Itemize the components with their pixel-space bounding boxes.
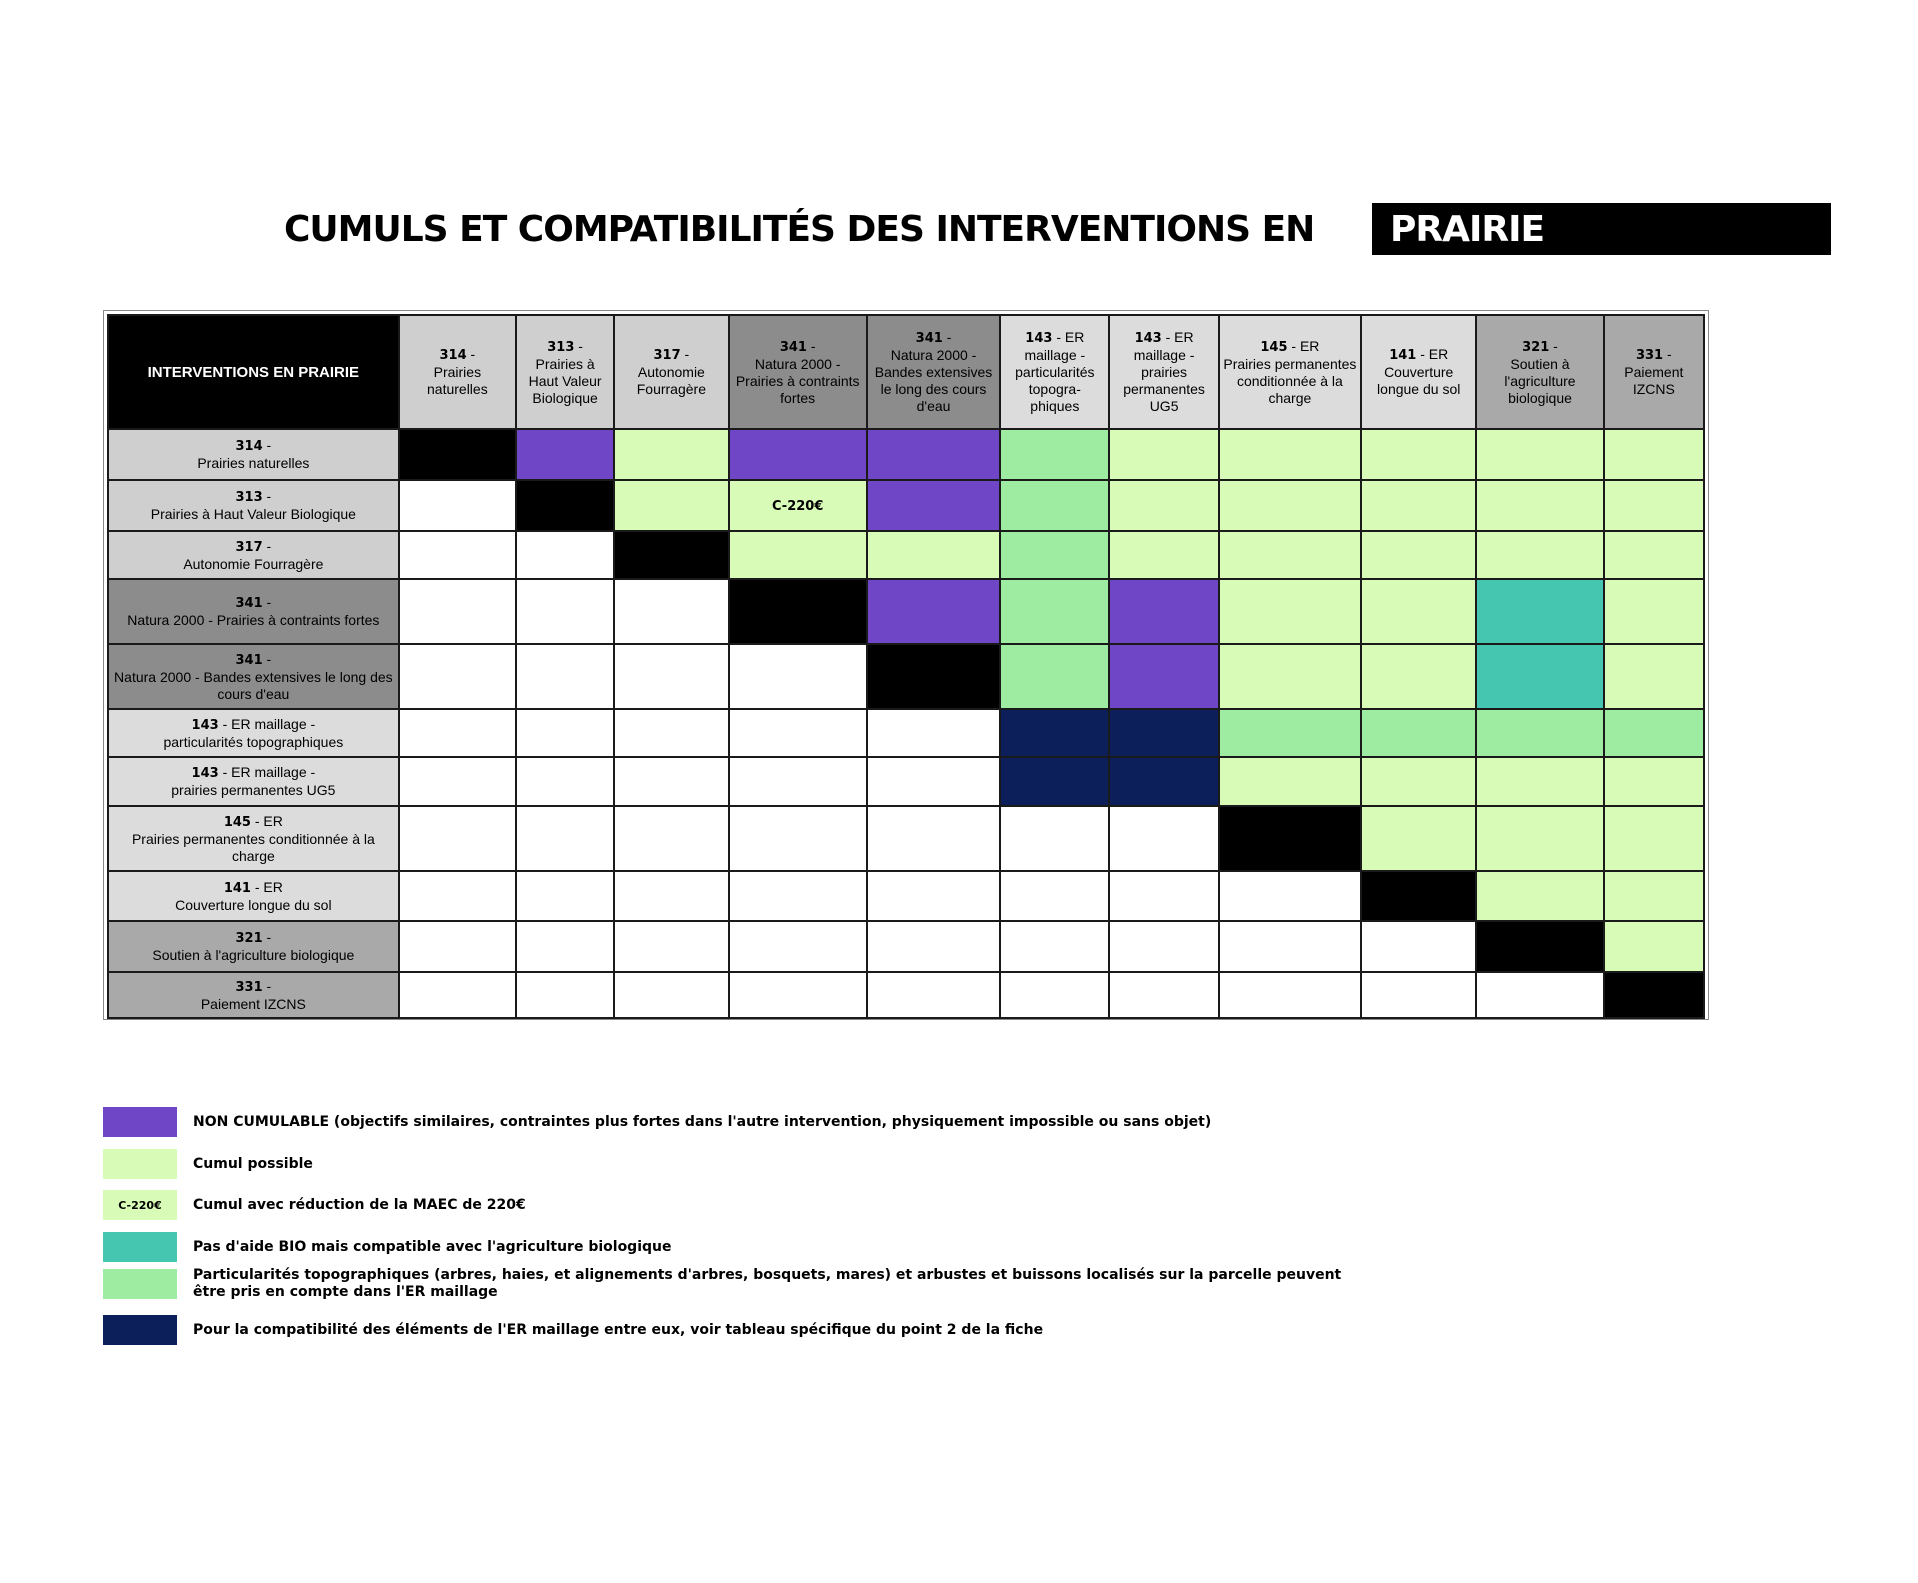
compatibility-cell (867, 757, 1000, 806)
compatibility-cell (1604, 644, 1704, 709)
compatibility-cell (1000, 709, 1109, 757)
compatibility-cell (867, 579, 1000, 644)
compatibility-cell (867, 429, 1000, 480)
row-separator: - ER (250, 812, 283, 829)
compatibility-cell (729, 579, 867, 644)
compatibility-cell (516, 921, 614, 972)
compatibility-cell (729, 644, 867, 709)
row-header (108, 429, 399, 480)
compatibility-cell (1476, 709, 1603, 757)
legend-item (103, 1107, 1403, 1137)
column-separator: - ER (1287, 337, 1320, 354)
column-header (729, 315, 867, 429)
column-header (867, 315, 1000, 429)
column-separator: - (942, 329, 952, 345)
column-label: Soutien à l'agriculture biologique (1504, 355, 1576, 406)
legend-swatch (103, 1315, 177, 1345)
row-label: prairies permanentes UG5 (171, 782, 336, 798)
compatibility-cell (1109, 579, 1218, 644)
compatibility-cell (1604, 579, 1704, 644)
table-row (108, 871, 1704, 921)
compatibility-cell (1361, 757, 1476, 806)
compatibility-cell (1604, 972, 1704, 1018)
column-label: Natura 2000 - Prairies à contraints fortes (735, 355, 860, 406)
column-label: Autonomie Fourragère (636, 364, 706, 397)
compatibility-cell (729, 757, 867, 806)
column-label: Couverture longue du sol (1377, 364, 1461, 397)
column-code: 317 (653, 348, 681, 363)
legend-item (103, 1267, 1403, 1301)
column-label: maillage - particularités topogra- phiques (1015, 347, 1095, 414)
column-code: 331 (1635, 348, 1664, 363)
compatibility-cell (1219, 480, 1361, 531)
row-separator: - (262, 488, 272, 504)
compatibility-table (107, 314, 1705, 1019)
row-header (108, 480, 399, 531)
compatibility-cell (1476, 921, 1603, 972)
compatibility-cell (1000, 871, 1109, 921)
column-header (399, 315, 516, 429)
row-separator: - (262, 537, 272, 554)
compatibility-cell (729, 480, 867, 531)
row-label: particularités topographiques (163, 733, 344, 750)
legend-label: Pas d'aide BIO mais compatible avec l'agriculture biologique (193, 1238, 672, 1255)
compatibility-cell (867, 480, 1000, 531)
row-code: 321 (235, 931, 263, 946)
legend-item (103, 1149, 1403, 1179)
compatibility-cell (1000, 757, 1109, 806)
table-corner-header: INTERVENTIONS EN PRAIRIE (108, 315, 399, 429)
compatibility-cell (1361, 806, 1476, 871)
compatibility-cell (614, 480, 728, 531)
compatibility-cell (399, 871, 516, 921)
compatibility-cell (614, 871, 728, 921)
compatibility-cell (1219, 579, 1361, 644)
compatibility-cell (1476, 579, 1603, 644)
compatibility-cell (1109, 757, 1218, 806)
table-row (108, 972, 1704, 1018)
row-label: Paiement IZCNS (200, 995, 306, 1012)
row-header (108, 806, 399, 871)
column-code: 143 (1134, 331, 1162, 346)
compatibility-cell (516, 871, 614, 921)
compatibility-cell (399, 806, 516, 871)
compatibility-cell (1361, 871, 1476, 921)
column-label: maillage - prairies permanentes UG5 (1123, 347, 1205, 414)
compatibility-cell (1219, 806, 1361, 871)
compatibility-cell (1000, 429, 1109, 480)
legend-swatch (103, 1149, 177, 1179)
compatibility-cell (614, 709, 728, 757)
compatibility-cell (614, 531, 728, 579)
compatibility-cell (1361, 579, 1476, 644)
compatibility-cell (1219, 871, 1361, 921)
column-header (1476, 315, 1603, 429)
legend-label: Cumul avec réduction de la MAEC de 220€ (193, 1196, 526, 1213)
row-code: 341 (235, 596, 263, 611)
column-code: 341 (779, 339, 807, 355)
compatibility-cell (1361, 709, 1476, 757)
legend-swatch (103, 1107, 177, 1137)
legend-swatch: C-220€ (103, 1190, 177, 1220)
compatibility-cell (867, 644, 1000, 709)
compatibility-cell (867, 921, 1000, 972)
compatibility-cell (1109, 806, 1218, 871)
column-code: 341 (915, 331, 943, 346)
row-code: 341 (235, 652, 263, 668)
legend-item (103, 1190, 1403, 1220)
compatibility-cell (1476, 644, 1603, 709)
compatibility-cell (729, 429, 867, 480)
compatibility-cell (516, 709, 614, 757)
row-label: Prairies à Haut Valeur Biologique (150, 506, 356, 522)
row-separator: - ER maillage - (218, 764, 316, 780)
compatibility-cell (729, 806, 867, 871)
compatibility-cell (729, 531, 867, 579)
legend-item (103, 1315, 1403, 1345)
column-separator: - ER (1161, 329, 1194, 345)
compatibility-cell (1476, 972, 1603, 1018)
row-code: 145 (223, 814, 251, 830)
compatibility-cell (399, 579, 516, 644)
compatibility-cell (399, 757, 516, 806)
column-code: 314 (439, 348, 467, 363)
compatibility-cell (1109, 972, 1218, 1018)
compatibility-cell (516, 757, 614, 806)
compatibility-cell (867, 806, 1000, 871)
compatibility-cell (1476, 531, 1603, 579)
column-header (1219, 315, 1361, 429)
compatibility-cell (1219, 429, 1361, 480)
column-label: Natura 2000 - Bandes extensives le long des cours d'eau (874, 347, 993, 414)
compatibility-cell (399, 480, 516, 531)
compatibility-cell (614, 579, 728, 644)
compatibility-cell (1219, 709, 1361, 757)
row-separator: - ER (250, 878, 283, 895)
compatibility-cell (614, 921, 728, 972)
column-separator: - (806, 337, 816, 354)
row-header (108, 972, 399, 1018)
compatibility-cell (1219, 644, 1361, 709)
row-label: Natura 2000 - Bandes extensives le long des cours d'eau (114, 668, 393, 702)
column-code: 145 (1260, 339, 1288, 355)
column-label: Prairies à Haut Valeur Biologique (528, 355, 602, 406)
column-separator: - (680, 346, 690, 362)
column-separator: - (574, 337, 583, 354)
compatibility-cell (1476, 806, 1603, 871)
table-row (108, 921, 1704, 972)
compatibility-cell (1109, 644, 1218, 709)
row-label: Prairies naturelles (197, 455, 310, 471)
row-separator: - (262, 929, 272, 945)
compatibility-cell (729, 871, 867, 921)
row-separator: - (262, 977, 272, 994)
compatibility-cell (1000, 972, 1109, 1018)
compatibility-cell (1361, 531, 1476, 579)
title-highlight-box (1372, 203, 1831, 255)
row-separator: - ER maillage - (218, 715, 316, 732)
compatibility-cell (516, 972, 614, 1018)
compatibility-cell (399, 921, 516, 972)
compatibility-cell (399, 644, 516, 709)
compatibility-cell (614, 972, 728, 1018)
compatibility-cell (1476, 480, 1603, 531)
compatibility-cell (1604, 531, 1704, 579)
compatibility-cell (1109, 709, 1218, 757)
page-title (284, 203, 1314, 255)
column-header (1109, 315, 1218, 429)
compatibility-cell (614, 806, 728, 871)
compatibility-cell (516, 806, 614, 871)
compatibility-cell (399, 972, 516, 1018)
compatibility-cell (1604, 921, 1704, 972)
row-code: 331 (235, 979, 263, 995)
column-header (1361, 315, 1476, 429)
row-code: 143 (191, 717, 219, 733)
compatibility-cell (1000, 921, 1109, 972)
compatibility-cell (1476, 757, 1603, 806)
compatibility-cell (1000, 644, 1109, 709)
compatibility-cell (1219, 757, 1361, 806)
table-body (108, 429, 1704, 1018)
compatibility-cell (614, 757, 728, 806)
compatibility-cell (1000, 531, 1109, 579)
compatibility-cell (1000, 806, 1109, 871)
compatibility-cell (867, 871, 1000, 921)
compatibility-cell (516, 429, 614, 480)
row-header (108, 579, 399, 644)
legend-swatch (103, 1269, 177, 1299)
column-label: Prairies naturelles (427, 364, 488, 397)
compatibility-table-frame (103, 310, 1709, 1020)
compatibility-cell (1476, 871, 1603, 921)
legend-label: NON CUMULABLE (objectifs similaires, contraintes plus fortes dans l'autre intervention, physiquement impossible ou sans objet) (193, 1113, 1212, 1130)
row-code: 317 (235, 539, 263, 555)
row-header (108, 921, 399, 972)
column-separator: - ER (1416, 346, 1449, 362)
table-row (108, 757, 1704, 806)
compatibility-cell (516, 644, 614, 709)
legend-label: Particularités topographiques (arbres, haies, et alignements d'arbres, bosquets, mares) et arbustes et buissons localisés sur la parcelle peuvent être pris en compte dans l'ER maillage (193, 1267, 1342, 1300)
row-separator: - (262, 650, 272, 667)
column-separator: - ER (1052, 329, 1085, 345)
row-label: Autonomie Fourragère (183, 555, 324, 572)
row-header (108, 531, 399, 579)
cell-reduction-text: C-220€ (771, 498, 824, 514)
compatibility-cell (1604, 757, 1704, 806)
row-label: Prairies permanentes conditionnée à la charge (131, 830, 375, 864)
row-separator: - (262, 437, 272, 453)
compatibility-cell (867, 709, 1000, 757)
legend-swatch (103, 1232, 177, 1262)
row-header (108, 871, 399, 921)
column-header (516, 315, 614, 429)
legend-item (103, 1232, 1403, 1262)
column-code: 313 (547, 339, 575, 355)
compatibility-cell (1361, 480, 1476, 531)
compatibility-cell (729, 921, 867, 972)
row-code: 314 (235, 439, 263, 454)
title-highlight-text: PRAIRIE (1390, 208, 1545, 250)
table-row (108, 644, 1704, 709)
column-label: Paiement IZCNS (1624, 364, 1684, 397)
title-main-text: CUMULS ET COMPATIBILITÉS DES INTERVENTIONS EN (284, 208, 1315, 250)
column-label: Prairies permanentes conditionnée à la charge (1223, 355, 1357, 406)
table-row (108, 709, 1704, 757)
compatibility-cell (1604, 429, 1704, 480)
compatibility-cell (729, 972, 867, 1018)
compatibility-cell (399, 709, 516, 757)
compatibility-cell (1109, 429, 1218, 480)
compatibility-cell (729, 709, 867, 757)
table-row (108, 806, 1704, 871)
compatibility-cell (399, 531, 516, 579)
row-code: 143 (191, 766, 219, 781)
compatibility-cell (1000, 579, 1109, 644)
compatibility-cell (1361, 921, 1476, 972)
compatibility-cell (1219, 921, 1361, 972)
row-header (108, 644, 399, 709)
column-header (1604, 315, 1704, 429)
table-row (108, 429, 1704, 480)
row-code: 313 (235, 490, 263, 505)
legend-label: Pour la compatibilité des éléments de l'ER maillage entre eux, voir tableau spécifique du point 2 de la fiche (193, 1321, 1044, 1338)
table-row (108, 531, 1704, 579)
compatibility-cell (1109, 480, 1218, 531)
row-code: 141 (223, 880, 251, 896)
compatibility-cell (516, 480, 614, 531)
compatibility-cell (516, 579, 614, 644)
table-header-row (108, 315, 1704, 429)
compatibility-cell (1219, 531, 1361, 579)
compatibility-cell (1604, 480, 1704, 531)
column-code: 141 (1389, 348, 1417, 363)
column-header (1000, 315, 1109, 429)
compatibility-cell (1219, 972, 1361, 1018)
row-header (108, 757, 399, 806)
compatibility-cell (1000, 480, 1109, 531)
compatibility-cell (614, 644, 728, 709)
compatibility-cell (1604, 709, 1704, 757)
column-separator: - (1549, 337, 1558, 354)
compatibility-cell (516, 531, 614, 579)
column-code: 321 (1522, 339, 1550, 355)
row-separator: - (262, 594, 272, 610)
compatibility-cell (1361, 972, 1476, 1018)
compatibility-cell (1109, 921, 1218, 972)
table-row (108, 480, 1704, 531)
compatibility-cell (867, 972, 1000, 1018)
compatibility-cell (1604, 871, 1704, 921)
column-separator: - (1663, 346, 1672, 362)
compatibility-cell (867, 531, 1000, 579)
compatibility-cell (1604, 806, 1704, 871)
compatibility-cell (1361, 429, 1476, 480)
column-separator: - (466, 346, 476, 362)
compatibility-cell (399, 429, 516, 480)
row-label: Natura 2000 - Prairies à contraints fortes (127, 612, 380, 628)
column-code: 143 (1025, 331, 1053, 346)
compatibility-cell (614, 429, 728, 480)
column-header (614, 315, 728, 429)
row-label: Soutien à l'agriculture biologique (152, 947, 355, 963)
compatibility-cell (1109, 871, 1218, 921)
compatibility-cell (1476, 429, 1603, 480)
compatibility-cell (1361, 644, 1476, 709)
compatibility-cell (1109, 531, 1218, 579)
legend-label: Cumul possible (193, 1155, 313, 1172)
table-row (108, 579, 1704, 644)
row-label: Couverture longue du sol (175, 896, 332, 913)
row-header (108, 709, 399, 757)
